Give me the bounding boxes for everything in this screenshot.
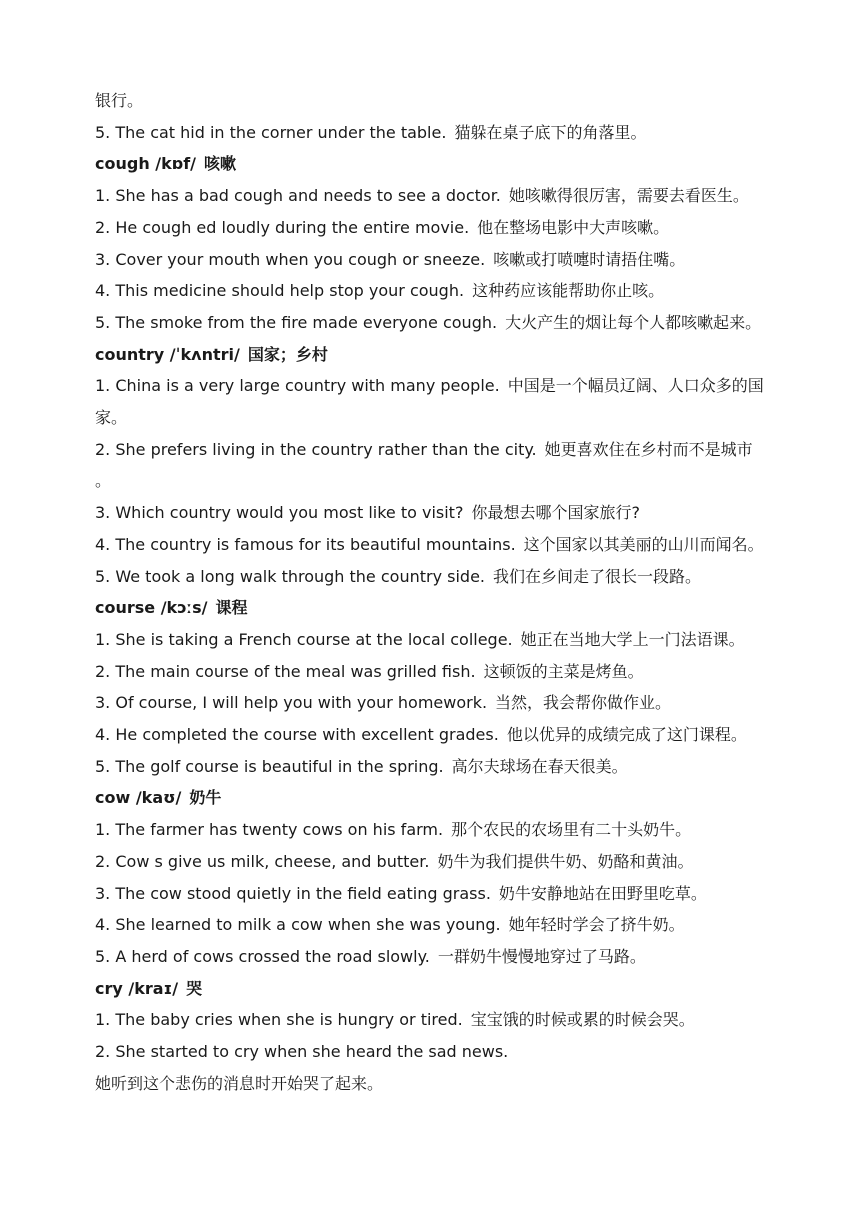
example-sentence (95, 497, 785, 529)
word-phonetic: cow /kaʊ/ (95, 788, 182, 808)
word-phonetic: country /ˈkʌntri/ (95, 344, 240, 364)
line-text: 1. The farmer has twenty cows on his farm. (95, 820, 444, 840)
line-text: 5. The golf course is beautiful in the spring. (95, 756, 444, 776)
translation-text: 这顿饭的主菜是烤鱼。 (483, 661, 644, 681)
example-sentence (95, 687, 785, 719)
line-text: 1. The baby cries when she is hungry or tired. (95, 1010, 463, 1030)
example-sentence (95, 529, 785, 561)
vocab-heading (95, 148, 785, 180)
example-sentence (95, 909, 785, 941)
translation-text: 当然，我会帮你做作业。 (495, 693, 672, 713)
example-sentence (95, 624, 785, 656)
vocab-heading (95, 339, 785, 371)
example-sentence (95, 941, 785, 973)
line-text: 5. The cat hid in the corner under the table. (95, 122, 447, 142)
example-sentence (95, 370, 785, 402)
translation-text: 他以优异的成绩完成了这门课程。 (506, 725, 747, 745)
translation-text: 她更喜欢住在乡村而不是城市 (544, 439, 753, 459)
line-text: 5. A herd of cows crossed the road slowly. (95, 946, 430, 966)
example-sentence (95, 751, 785, 783)
vocab-heading (95, 973, 785, 1005)
translation-text: 我们在乡间走了很长一段路。 (493, 566, 702, 586)
line-text: 5. The smoke from the fire made everyone cough. (95, 312, 498, 332)
translation-text: 大火产生的烟让每个人都咳嗽起来。 (505, 312, 762, 332)
vocab-heading (95, 592, 785, 624)
word-meaning: 国家；乡村 (247, 344, 328, 364)
translation-text: 你最想去哪个国家旅行? (471, 503, 640, 523)
example-sentence (95, 244, 785, 276)
translation-text: 他在整场电影中大声咳嗽。 (477, 217, 670, 237)
word-meaning: 哭 (186, 978, 203, 998)
line-text: 银行。 (95, 91, 144, 110)
translation-text: 高尔夫球场在春天很美。 (451, 756, 628, 776)
example-sentence (95, 212, 785, 244)
translation-text: 那个农民的农场里有二十头奶牛。 (451, 820, 692, 840)
example-sentence (95, 878, 785, 910)
word-phonetic: cough /kɒf/ (95, 154, 197, 174)
line-text: 3. Cover your mouth when you cough or sneeze. (95, 249, 486, 269)
example-sentence (95, 307, 785, 339)
translation-text: 宝宝饿的时候或累的时候会哭。 (470, 1010, 695, 1030)
example-sentence (95, 719, 785, 751)
word-phonetic: cry /kraɪ/ (95, 978, 179, 998)
line-text: 1. She is taking a French course at the local college. (95, 629, 513, 649)
vocab-heading (95, 782, 785, 814)
translation-text: 这个国家以其美丽的山川而闻名。 (523, 534, 764, 554)
example-sentence (95, 1004, 785, 1036)
translation-text: 她年轻时学会了挤牛奶。 (508, 915, 685, 935)
line-text: 5. We took a long walk through the country side. (95, 566, 485, 586)
translation-text: 她咳嗽得很厉害，需要去看医生。 (508, 186, 749, 206)
translation-text: 中国是一个幅员辽阔、人口众多的国 (507, 376, 764, 396)
text-line (95, 85, 785, 117)
line-text: 家。 (95, 408, 128, 428)
translation-text: 奶牛为我们提供牛奶、奶酪和黄油。 (437, 851, 694, 871)
word-meaning: 课程 (215, 598, 248, 618)
text-line (95, 465, 785, 497)
line-text: 1. China is a very large country with many people. (95, 376, 500, 396)
example-sentence (95, 561, 785, 593)
example-sentence (95, 434, 785, 466)
translation-text: 咳嗽或打喷嚏时请捂住嘴。 (493, 249, 686, 269)
example-sentence (95, 275, 785, 307)
word-meaning: 奶牛 (189, 788, 222, 808)
text-line (95, 1068, 785, 1100)
line-text: 4. He completed the course with excellent grades. (95, 725, 499, 745)
line-text: 4. This medicine should help stop your cough. (95, 281, 465, 301)
word-phonetic: course /kɔːs/ (95, 598, 208, 618)
example-sentence (95, 1036, 785, 1068)
example-sentence (95, 180, 785, 212)
line-text: 2. The main course of the meal was grilled fish. (95, 661, 476, 681)
translation-text: 这种药应该能帮助你止咳。 (472, 281, 665, 301)
text-line (95, 402, 785, 434)
line-text: 2. She started to cry when she heard the sad news. (95, 1042, 509, 1062)
line-text: 2. He cough ed loudly during the entire movie. (95, 217, 470, 237)
line-text: 2. She prefers living in the country rather than the city. (95, 439, 537, 459)
document-page (95, 85, 785, 1100)
line-text: 4. She learned to milk a cow when she was young. (95, 915, 501, 935)
example-sentence (95, 117, 785, 149)
example-sentence (95, 814, 785, 846)
line-text: 她听到这个悲伤的消息时开始哭了起来。 (95, 1073, 384, 1093)
translation-text: 奶牛安静地站在田野里吃草。 (498, 883, 707, 903)
line-text: 。 (95, 471, 112, 491)
line-text: 2. Cow s give us milk, cheese, and butter. (95, 851, 430, 871)
translation-text: 她正在当地大学上一门法语课。 (520, 629, 745, 649)
line-text: 3. Of course, I will help you with your homework. (95, 693, 488, 713)
line-text: 3. The cow stood quietly in the field eating grass. (95, 883, 491, 903)
line-text: 3. Which country would you most like to visit? (95, 503, 464, 523)
example-sentence (95, 656, 785, 688)
example-sentence (95, 846, 785, 878)
translation-text: 一群奶牛慢慢地穿过了马路。 (437, 946, 646, 966)
word-meaning: 咳嗽 (204, 154, 237, 174)
line-text: 1. She has a bad cough and needs to see a doctor. (95, 186, 501, 206)
line-text: 4. The country is famous for its beautiful mountains. (95, 534, 516, 554)
translation-text: 猫躲在桌子底下的角落里。 (454, 122, 647, 142)
